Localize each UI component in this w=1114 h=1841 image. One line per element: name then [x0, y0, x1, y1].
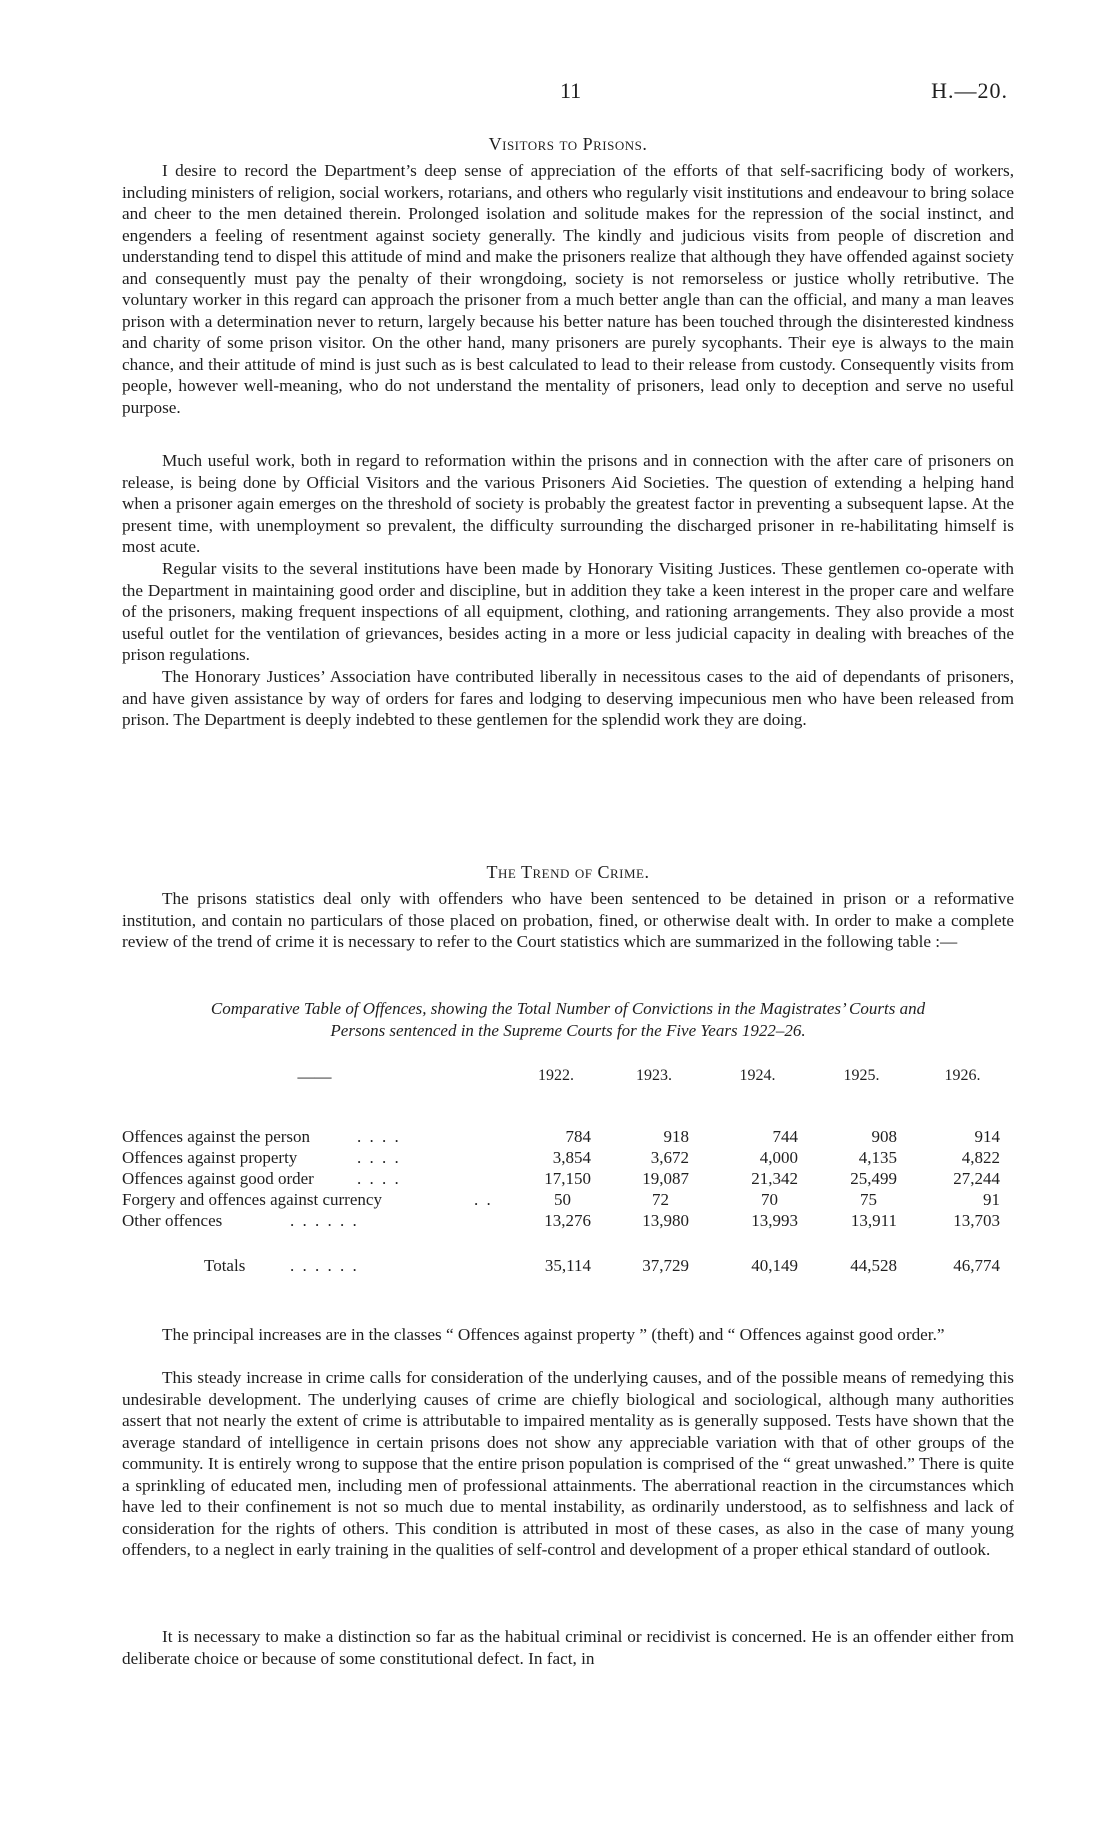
cell-value: 91 — [983, 1190, 1000, 1209]
leader-dots: . . . . — [357, 1127, 401, 1146]
cell-value: 27,244 — [953, 1169, 1000, 1188]
row-label: Other offences — [122, 1211, 223, 1230]
cell-value: 784 — [565, 1127, 591, 1146]
table-caption-line1: Comparative Table of Offences, showing the Total Number of Convictions in the Magistrates’ Courts and — [210, 999, 926, 1018]
leader-dots: . . — [474, 1190, 493, 1209]
page-number: 11 — [560, 78, 582, 103]
total-value: 40,149 — [751, 1256, 798, 1275]
cell-value: 13,911 — [850, 1211, 897, 1230]
cell-value: 50 — [554, 1190, 571, 1209]
cell-value: 4,135 — [858, 1148, 897, 1167]
cell-value: 914 — [974, 1127, 1000, 1146]
row-label: Offences against good order — [122, 1169, 314, 1188]
leader-dots: . . . . . . — [290, 1256, 359, 1275]
leader-dots: . . . . — [357, 1148, 401, 1167]
cell-value: 4,822 — [961, 1148, 1000, 1167]
cell-value: 13,993 — [751, 1211, 798, 1230]
paragraph: The Honorary Justices’ Association have contributed liberally in necessitous cases to the aid of dependants of prisoners, and have given assistance by way of orders for fares and lodging to deserving impecunious men who have been released from prison. The Department is deeply indebted to these gentlemen for the splendid work they are doing. — [122, 667, 1014, 729]
paragraph: Much useful work, both in regard to reformation within the prisons and in connection with the after care of prisoners on release, is being done by Official Visitors and the various Prisoners Aid Societies. The question of extending a helping hand when a prisoner again emerges on the threshold of society is probably the greatest factor in preventing a subsequent lapse. At the present time, with unemployment so prevalent, the difficulty surrounding the discharged prisoner in re-habilitating himself is most acute. — [122, 451, 1014, 556]
row-label: Offences against property — [122, 1148, 298, 1167]
cell-value: 19,087 — [642, 1169, 689, 1188]
cell-value: 908 — [871, 1127, 897, 1146]
row-label: Offences against the person — [122, 1127, 311, 1146]
cell-value: 21,342 — [751, 1169, 798, 1188]
paragraph: I desire to record the Department’s deep sense of appreciation of the efforts of that self-sacrificing body of workers, including ministers of religion, social workers, rotarians, and others who regularly visit institutions and endeavour to bring solace and cheer to the men detained therein. Prolonged isolation and solitude makes for the repression of the social instinct, and engenders a feeling of resentment against society generally. The kindly and judicious visits from people of discretion and understanding tend to dispel this attitude of mind and make the prisoners realize that although they have offended against society and consequently must pay the penalty of their wrongdoing, society is not remorseless or justice wholly retributive. The voluntary worker in this regard can approach the prisoner from a much better angle than can the official, and many a man leaves prison with a determination never to return, largely because his better nature has been touched through the disinterested kindness and charity of some prison visitor. On the other hand, many prisoners are purely sycophants. Their eye is always to the main chance, and their attitude of mind is just such as is best calculated to lead to their release from custody. Consequently visits from people, however well-meaning, who do not understand the mentality of prisoners, lead only to deception and serve no useful purpose. — [122, 161, 1014, 417]
section-heading-trend-of-crime: The Trend of Crime. — [486, 862, 650, 882]
cell-value: 75 — [860, 1190, 877, 1209]
paragraph: The principal increases are in the classes “ Offences against property ” (theft) and “ Offences against good order.” — [162, 1325, 945, 1344]
total-value: 35,114 — [544, 1256, 591, 1275]
table-caption-line2: Persons sentenced in the Supreme Courts for the Five Years 1922–26. — [330, 1021, 806, 1040]
total-value: 46,774 — [953, 1256, 1000, 1275]
year-header-1923: 1923. — [636, 1067, 672, 1084]
cell-value: 13,980 — [642, 1211, 689, 1230]
cell-value: 13,276 — [544, 1211, 591, 1230]
cell-value: 25,499 — [850, 1169, 897, 1188]
table-corner-dash: —— — [297, 1067, 332, 1086]
paragraph: This steady increase in crime calls for consideration of the underlying causes, and of the possible means of remedying this undesirable development. The underlying causes of crime are chiefly biological and sociological, although many authorities assert that not nearly the extent of crime is attributable to impaired mentality as is generally supposed. Tests have shown that the average standard of intelligence in certain prisons does not show any appreciable variation with that of other groups of the community. It is entirely wrong to suppose that the entire prison population is comprised of the “ great unwashed.” There is quite a sprinkling of educated men, including men of professional attainments. The aberrational reaction in the circumstances which have led to their confinement is not so much due to mental instability, as ordinarily understood, as to selfishness and lack of consideration for the rights of others. This condition is attributed in most of these cases, as also in the case of many young offenders, to a neglect in early training in the qualities of self-control and development of a proper ethical standard of outlook. — [122, 1368, 1014, 1559]
row-label: Forgery and offences against currency — [122, 1190, 382, 1209]
document-body — [122, 0, 1014, 1668]
cell-value: 72 — [652, 1190, 669, 1209]
paragraph: It is necessary to make a distinction so far as the habitual criminal or recidivist is concerned. He is an offender either from deliberate choice or because of some constitutional defect. In fact, in — [122, 1627, 1014, 1668]
cell-value: 3,854 — [552, 1148, 591, 1167]
leader-dots: . . . . . . — [290, 1211, 359, 1230]
cell-value: 3,672 — [650, 1148, 689, 1167]
year-header-1925: 1925. — [843, 1067, 880, 1084]
leader-dots: . . . . — [357, 1169, 401, 1188]
year-header-1922: 1922. — [538, 1067, 574, 1084]
cell-value: 17,150 — [544, 1169, 591, 1188]
totals-label: Totals — [204, 1256, 246, 1275]
cell-value: 4,000 — [759, 1148, 798, 1167]
cell-value: 918 — [663, 1127, 689, 1146]
total-value: 37,729 — [642, 1256, 689, 1275]
document-reference: H.—20. — [931, 78, 1008, 103]
cell-value: 70 — [761, 1190, 778, 1209]
total-value: 44,528 — [850, 1256, 897, 1275]
year-header-1924: 1924. — [739, 1067, 776, 1084]
paragraph: The prisons statistics deal only with offenders who have been sentenced to be detained in prison or a reformative institution, and contain no particulars of those placed on probation, fined, or otherwise dealt with. In order to make a complete review of the trend of crime it is necessary to refer to the Court statistics which are summarized in the following table :— — [122, 889, 1014, 951]
cell-value: 744 — [772, 1127, 798, 1146]
paragraph: Regular visits to the several institutions have been made by Honorary Visiting Justices. These gentlemen co-operate with the Department in maintaining good order and discipline, but in addition they take a keen interest in the proper care and welfare of the prisoners, making frequent inspections of all equipment, clothing, and rationing arrangements. They also provide a most useful outlet for the ventilation of grievances, besides acting in a more or less judicial capacity in dealing with breaches of the prison regulations. — [122, 559, 1014, 664]
year-header-1926: 1926. — [944, 1067, 981, 1084]
cell-value: 13,703 — [953, 1211, 1000, 1230]
section-heading-visitors: Visitors to Prisons. — [488, 134, 648, 154]
